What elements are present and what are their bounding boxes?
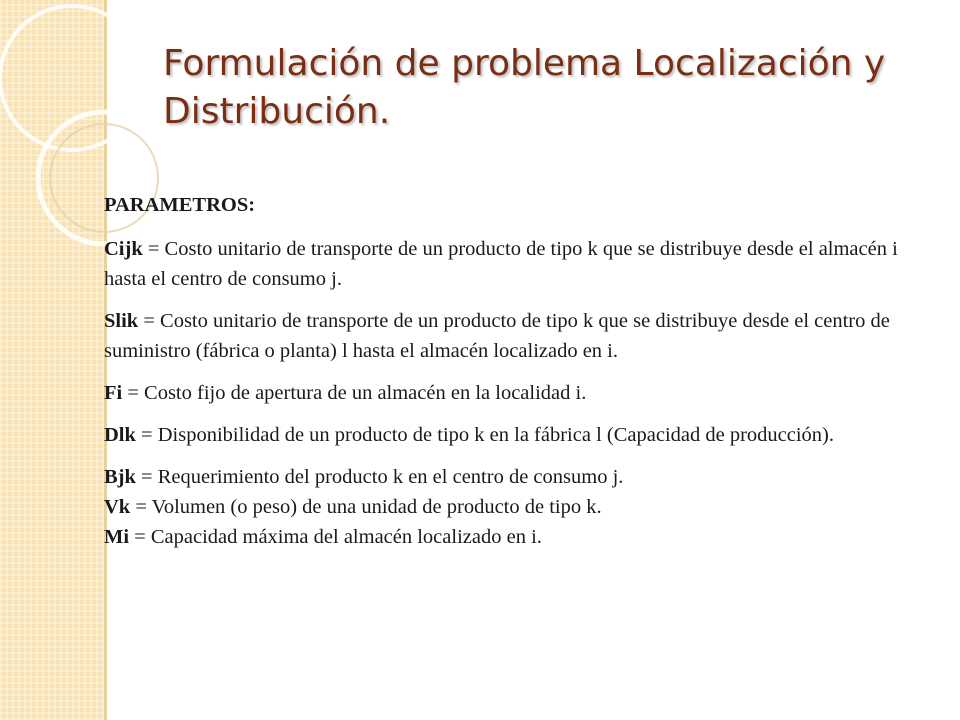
definition-text: = Requerimiento del producto k en el centro de consumo j.: [135, 466, 624, 488]
term-bjk: Bjk: [104, 466, 136, 488]
definition-text: = Capacidad máxima del almacén localizado en i.: [129, 526, 542, 548]
definition-fi: [104, 378, 934, 408]
term-vk: Vk: [104, 496, 131, 518]
decorative-circle-large: [0, 6, 144, 150]
definition-bjk: [104, 462, 934, 492]
definition-text: = Costo unitario de transporte de un producto de tipo k que se distribuye desde el centro de suministro (fábrica o planta) l hasta el almacén localizado en i.: [104, 310, 890, 362]
section-heading: PARAMETROS:: [104, 194, 256, 216]
parameters-content: [104, 190, 934, 552]
definition-text: = Costo unitario de transporte de un producto de tipo k que se distribuye desde el almacén i hasta el centro de consumo j.: [104, 238, 898, 290]
definition-slik: [104, 306, 934, 366]
definition-vk: [104, 492, 934, 522]
definition-cijk: [104, 234, 934, 294]
term-cijk: Cijk: [104, 238, 143, 260]
definition-dlk: [104, 420, 934, 450]
definition-text: = Disponibilidad de un producto de tipo k en la fábrica l (Capacidad de producción).: [135, 424, 835, 446]
term-fi: Fi: [104, 382, 123, 404]
definition-mi: [104, 522, 934, 552]
term-slik: Slik: [104, 310, 139, 332]
definition-text: = Volumen (o peso) de una unidad de producto de tipo k.: [130, 496, 602, 518]
definition-text: = Costo fijo de apertura de un almacén en la localidad i.: [122, 382, 587, 404]
term-dlk: Dlk: [104, 424, 136, 446]
slide-title: Formulación de problema Localización y Distribución.: [163, 43, 886, 132]
term-mi: Mi: [104, 526, 130, 548]
